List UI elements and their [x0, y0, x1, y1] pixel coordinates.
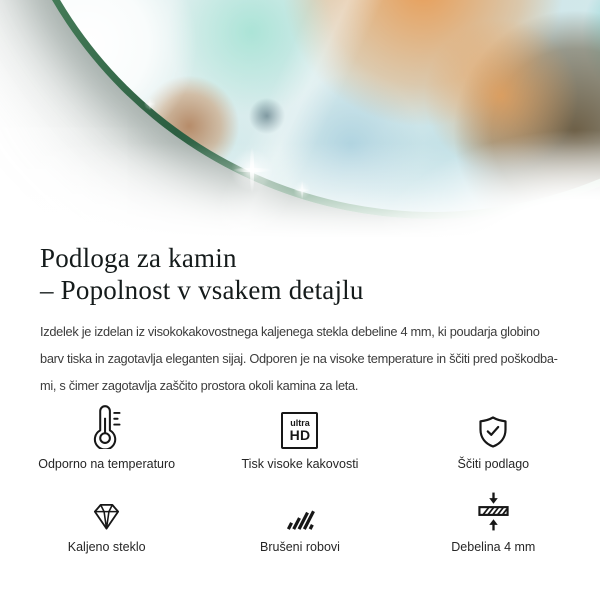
- feature-heat-resistant: [10, 401, 203, 472]
- feature-label: Kaljeno steklo: [67, 540, 146, 554]
- shield-check-icon: [477, 401, 509, 449]
- title-line-2: – Popolnost v vsakem detajlu: [40, 275, 364, 305]
- feature-grid: [0, 401, 600, 555]
- feature-label: Odporno na temperaturo: [38, 457, 176, 471]
- feature-thickness: [397, 484, 590, 555]
- feature-label: Tisk visoke kakovosti: [241, 457, 359, 471]
- product-description: [40, 318, 560, 399]
- feature-protects-surface: [397, 401, 590, 472]
- polished-edges-icon: [283, 484, 316, 532]
- ultra-hd-badge-top: ultra: [290, 418, 310, 428]
- feature-polished-edges: [203, 484, 396, 555]
- ultra-hd-badge-bottom: HD: [289, 427, 311, 443]
- feature-tempered-glass: [10, 484, 203, 555]
- description-line: Izdelek je izdelan iz visokokakovostnega kaljenega stekla debeline 4 mm, ki poudarja globino: [40, 324, 540, 339]
- feature-label: Brušeni robovi: [260, 540, 340, 554]
- title-line-1: Podloga za kamin: [40, 243, 237, 273]
- description-line: barv tiska in zagotavlja eleganten sijaj. Odporen je na visoke temperature in ščiti pred poškodba-: [40, 351, 558, 366]
- ultra-hd-icon: [281, 401, 318, 449]
- page-title: [40, 242, 560, 306]
- feature-print-quality: [203, 401, 396, 472]
- product-hero-image: [0, 0, 600, 238]
- glass-panel-artwork: [0, 0, 600, 212]
- description-line: mi, s čimer zagotavlja zaščito prostora okoli kamina za leta.: [40, 378, 359, 393]
- thermometer-icon: [92, 401, 121, 449]
- diamond-icon: [88, 484, 125, 532]
- feature-label: Debelina 4 mm: [451, 540, 536, 554]
- feature-label: Ščiti podlago: [457, 457, 530, 471]
- thickness-arrows-icon: [477, 484, 510, 532]
